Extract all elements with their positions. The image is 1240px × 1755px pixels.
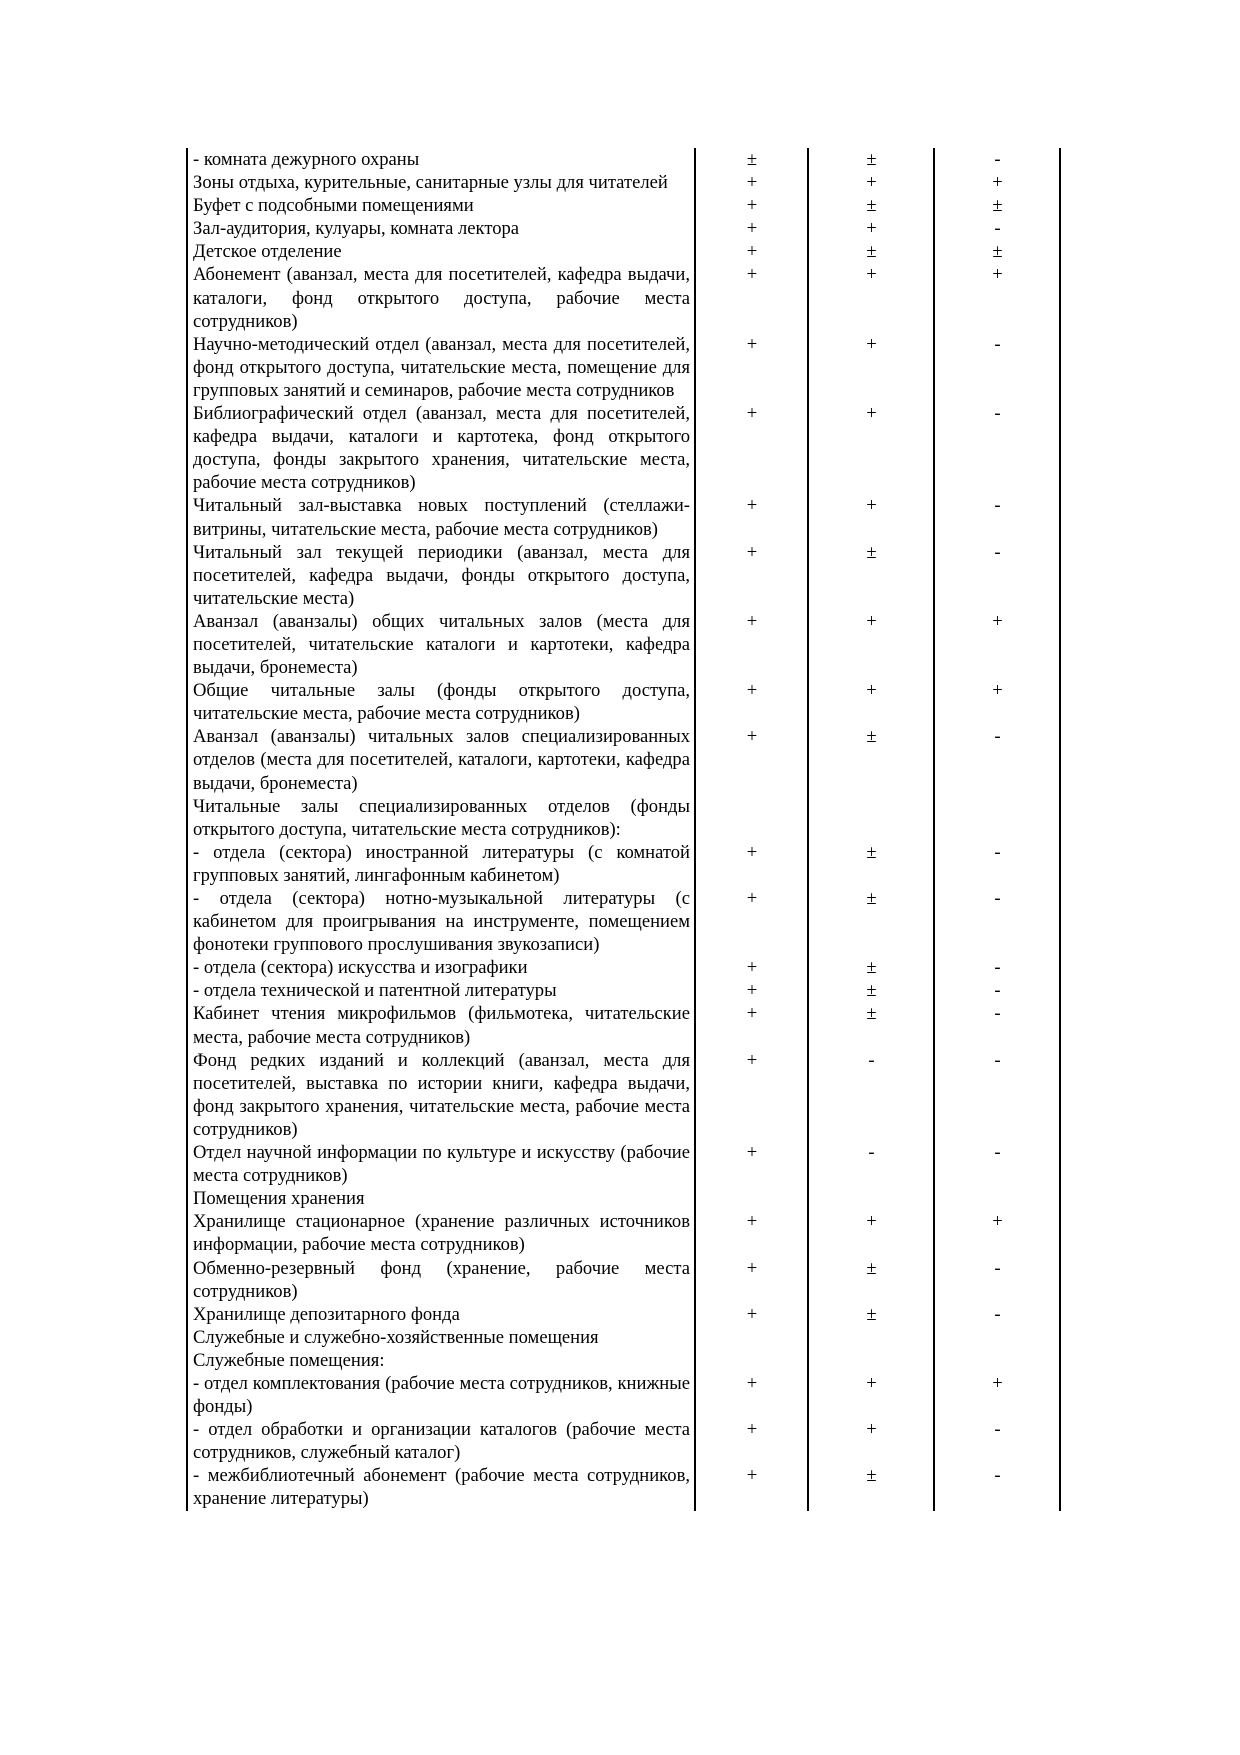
table-row bbox=[187, 610, 1060, 679]
mark-cell-col-1: + bbox=[695, 1049, 808, 1141]
room-name-cell: Хранилище стационарное (хранение различных источников информации, рабочие места сотрудников) bbox=[187, 1210, 695, 1256]
mark-cell-col-3: ± bbox=[934, 194, 1060, 217]
mark-cell-col-2: ± bbox=[808, 541, 934, 610]
mark-cell-col-2: ± bbox=[808, 240, 934, 263]
mark-cell-col-1: + bbox=[695, 1257, 808, 1303]
table-row bbox=[187, 887, 1060, 956]
room-name-cell: Кабинет чтения микрофильмов (фильмотека, читательские места, рабочие места сотрудников) bbox=[187, 1002, 695, 1048]
mark-cell-col-1: + bbox=[695, 887, 808, 956]
table-row bbox=[187, 333, 1060, 402]
mark-cell-col-1: + bbox=[695, 1418, 808, 1464]
mark-cell-col-1: + bbox=[695, 610, 808, 679]
mark-cell-col-3: - bbox=[934, 541, 1060, 610]
room-name-cell: Детское отделение bbox=[187, 240, 695, 263]
mark-cell-col-1: + bbox=[695, 333, 808, 402]
mark-cell-col-1: + bbox=[695, 217, 808, 240]
mark-cell-col-3: - bbox=[934, 887, 1060, 956]
room-name-cell: Библиографический отдел (аванзал, места для посетителей, кафедра выдачи, каталоги и картотека, фонд открытого доступа, фонды закрытого хранения, читательские места, рабочие места сотрудников) bbox=[187, 402, 695, 494]
room-name-cell: Читальный зал-выставка новых поступлений (стеллажи-витрины, читательские места, рабочие места сотрудников) bbox=[187, 494, 695, 540]
mark-cell-col-1: + bbox=[695, 979, 808, 1002]
room-name-cell: Служебные и служебно-хозяйственные помещения bbox=[187, 1326, 695, 1349]
mark-cell-col-2: - bbox=[808, 1049, 934, 1141]
mark-cell-col-1 bbox=[695, 1187, 808, 1210]
mark-cell-col-2: ± bbox=[808, 194, 934, 217]
table-row bbox=[187, 1187, 1060, 1210]
mark-cell-col-1: + bbox=[695, 171, 808, 194]
mark-cell-col-1: + bbox=[695, 541, 808, 610]
mark-cell-col-3: + bbox=[934, 1372, 1060, 1418]
table-row bbox=[187, 1326, 1060, 1349]
mark-cell-col-1: + bbox=[695, 240, 808, 263]
mark-cell-col-2: ± bbox=[808, 1303, 934, 1326]
room-name-cell: Фонд редких изданий и коллекций (аванзал, места для посетителей, выставка по истории книги, кафедра выдачи, фонд закрытого хранения, читательские места, рабочие места сотрудников) bbox=[187, 1049, 695, 1141]
room-name-cell: Научно-методический отдел (аванзал, места для посетителей, фонд открытого доступа, читательские места, помещение для групповых занятий и семинаров, рабочие места сотрудников bbox=[187, 333, 695, 402]
mark-cell-col-3: - bbox=[934, 1303, 1060, 1326]
mark-cell-col-1: + bbox=[695, 725, 808, 794]
room-name-cell: - отдела технической и патентной литературы bbox=[187, 979, 695, 1002]
table-row bbox=[187, 171, 1060, 194]
table-row bbox=[187, 956, 1060, 979]
room-name-cell: - отдел обработки и организации каталогов (рабочие места сотрудников, служебный каталог) bbox=[187, 1418, 695, 1464]
mark-cell-col-1 bbox=[695, 1349, 808, 1372]
mark-cell-col-1: + bbox=[695, 679, 808, 725]
mark-cell-col-3: - bbox=[934, 1418, 1060, 1464]
mark-cell-col-3: + bbox=[934, 1210, 1060, 1256]
mark-cell-col-3: - bbox=[934, 494, 1060, 540]
table-row bbox=[187, 979, 1060, 1002]
mark-cell-col-2: + bbox=[808, 494, 934, 540]
mark-cell-col-3 bbox=[934, 1326, 1060, 1349]
mark-cell-col-3: - bbox=[934, 979, 1060, 1002]
mark-cell-col-1: + bbox=[695, 956, 808, 979]
mark-cell-col-2: + bbox=[808, 679, 934, 725]
mark-cell-col-3: + bbox=[934, 171, 1060, 194]
room-name-cell: Зал-аудитория, кулуары, комната лектора bbox=[187, 217, 695, 240]
mark-cell-col-3: - bbox=[934, 956, 1060, 979]
mark-cell-col-2: ± bbox=[808, 979, 934, 1002]
room-name-cell: Обменно-резервный фонд (хранение, рабочие места сотрудников) bbox=[187, 1257, 695, 1303]
mark-cell-col-2: + bbox=[808, 610, 934, 679]
mark-cell-col-2: ± bbox=[808, 1464, 934, 1510]
table-row bbox=[187, 795, 1060, 841]
table-row bbox=[187, 1464, 1060, 1510]
mark-cell-col-3: - bbox=[934, 1464, 1060, 1510]
room-name-cell: Отдел научной информации по культуре и искусству (рабочие места сотрудников) bbox=[187, 1141, 695, 1187]
table-row bbox=[187, 1372, 1060, 1418]
table-row bbox=[187, 263, 1060, 332]
table-row bbox=[187, 217, 1060, 240]
room-name-cell: Читальный зал текущей периодики (аванзал, места для посетителей, кафедра выдачи, фонды открытого доступа, читательские места) bbox=[187, 541, 695, 610]
table-row bbox=[187, 1002, 1060, 1048]
mark-cell-col-2: - bbox=[808, 1141, 934, 1187]
mark-cell-col-2: + bbox=[808, 1210, 934, 1256]
table-row bbox=[187, 1257, 1060, 1303]
room-name-cell: Аванзал (аванзалы) читальных залов специализированных отделов (места для посетителей, каталоги, картотеки, кафедра выдачи, бронеместа) bbox=[187, 725, 695, 794]
room-name-cell: Аванзал (аванзалы) общих читальных залов (места для посетителей, читательские каталоги и картотеки, кафедра выдачи, бронеместа) bbox=[187, 610, 695, 679]
mark-cell-col-3: - bbox=[934, 217, 1060, 240]
mark-cell-col-2 bbox=[808, 1187, 934, 1210]
room-name-cell: - отдела (сектора) нотно-музыкальной литературы (с кабинетом для проигрывания на инструменте, помещением фонотеки группового прослушивания звукозаписи) bbox=[187, 887, 695, 956]
room-name-cell: - отдел комплектования (рабочие места сотрудников, книжные фонды) bbox=[187, 1372, 695, 1418]
mark-cell-col-2: + bbox=[808, 171, 934, 194]
mark-cell-col-3: - bbox=[934, 1141, 1060, 1187]
table-row bbox=[187, 541, 1060, 610]
mark-cell-col-2: ± bbox=[808, 1002, 934, 1048]
room-name-cell: - отдела (сектора) иностранной литературы (с комнатой групповых занятий, лингафонным кабинетом) bbox=[187, 841, 695, 887]
mark-cell-col-3 bbox=[934, 1187, 1060, 1210]
room-name-cell: Хранилище депозитарного фонда bbox=[187, 1303, 695, 1326]
table-row bbox=[187, 494, 1060, 540]
room-name-cell: - отдела (сектора) искусства и изографики bbox=[187, 956, 695, 979]
table-row bbox=[187, 402, 1060, 494]
mark-cell-col-3: - bbox=[934, 1257, 1060, 1303]
mark-cell-col-2 bbox=[808, 1326, 934, 1349]
mark-cell-col-2: ± bbox=[808, 1257, 934, 1303]
mark-cell-col-1 bbox=[695, 1326, 808, 1349]
mark-cell-col-3: - bbox=[934, 333, 1060, 402]
mark-cell-col-3: - bbox=[934, 725, 1060, 794]
mark-cell-col-2: + bbox=[808, 333, 934, 402]
mark-cell-col-1: + bbox=[695, 263, 808, 332]
table-row bbox=[187, 1303, 1060, 1326]
mark-cell-col-1: + bbox=[695, 494, 808, 540]
mark-cell-col-1: + bbox=[695, 1141, 808, 1187]
mark-cell-col-2 bbox=[808, 795, 934, 841]
room-name-cell: Зоны отдыха, курительные, санитарные узлы для читателей bbox=[187, 171, 695, 194]
mark-cell-col-2: ± bbox=[808, 725, 934, 794]
mark-cell-col-3: ± bbox=[934, 240, 1060, 263]
mark-cell-col-2: ± bbox=[808, 956, 934, 979]
table-row bbox=[187, 194, 1060, 217]
mark-cell-col-3: + bbox=[934, 610, 1060, 679]
mark-cell-col-3 bbox=[934, 1349, 1060, 1372]
mark-cell-col-1: + bbox=[695, 1002, 808, 1048]
mark-cell-col-1: + bbox=[695, 1464, 808, 1510]
room-name-cell: Читальные залы специализированных отделов (фонды открытого доступа, читательские места сотрудников): bbox=[187, 795, 695, 841]
mark-cell-col-2: ± bbox=[808, 841, 934, 887]
mark-cell-col-2: + bbox=[808, 402, 934, 494]
mark-cell-col-1: + bbox=[695, 1372, 808, 1418]
mark-cell-col-1: ± bbox=[695, 148, 808, 171]
mark-cell-col-3: + bbox=[934, 263, 1060, 332]
room-name-cell: Абонемент (аванзал, места для посетителей, кафедра выдачи, каталоги, фонд открытого доступа, рабочие места сотрудников) bbox=[187, 263, 695, 332]
room-name-cell: Служебные помещения: bbox=[187, 1349, 695, 1372]
mark-cell-col-1: + bbox=[695, 841, 808, 887]
table-row bbox=[187, 841, 1060, 887]
mark-cell-col-1: + bbox=[695, 1210, 808, 1256]
room-name-cell: Буфет с подсобными помещениями bbox=[187, 194, 695, 217]
mark-cell-col-2: ± bbox=[808, 148, 934, 171]
document-page bbox=[186, 148, 1061, 1511]
room-name-cell: Общие читальные залы (фонды открытого доступа, читательские места, рабочие места сотрудников) bbox=[187, 679, 695, 725]
table-row bbox=[187, 679, 1060, 725]
mark-cell-col-3: + bbox=[934, 679, 1060, 725]
mark-cell-col-1: + bbox=[695, 194, 808, 217]
mark-cell-col-3: - bbox=[934, 402, 1060, 494]
mark-cell-col-3 bbox=[934, 795, 1060, 841]
table-row bbox=[187, 1418, 1060, 1464]
room-name-cell: - межбиблиотечный абонемент (рабочие места сотрудников, хранение литературы) bbox=[187, 1464, 695, 1510]
table-row bbox=[187, 1141, 1060, 1187]
table-row bbox=[187, 1210, 1060, 1256]
table-row bbox=[187, 240, 1060, 263]
table-row bbox=[187, 725, 1060, 794]
mark-cell-col-2: + bbox=[808, 217, 934, 240]
mark-cell-col-3: - bbox=[934, 1049, 1060, 1141]
mark-cell-col-2: + bbox=[808, 1372, 934, 1418]
table-body bbox=[187, 148, 1060, 1511]
mark-cell-col-1: + bbox=[695, 1303, 808, 1326]
table-row bbox=[187, 1049, 1060, 1141]
mark-cell-col-2 bbox=[808, 1349, 934, 1372]
mark-cell-col-1: + bbox=[695, 402, 808, 494]
table-row bbox=[187, 1349, 1060, 1372]
room-name-cell: - комната дежурного охраны bbox=[187, 148, 695, 171]
mark-cell-col-3: - bbox=[934, 841, 1060, 887]
table-row bbox=[187, 148, 1060, 171]
mark-cell-col-2: ± bbox=[808, 887, 934, 956]
mark-cell-col-1 bbox=[695, 795, 808, 841]
mark-cell-col-3: - bbox=[934, 148, 1060, 171]
mark-cell-col-2: + bbox=[808, 263, 934, 332]
requirements-table bbox=[186, 148, 1061, 1511]
room-name-cell: Помещения хранения bbox=[187, 1187, 695, 1210]
mark-cell-col-2: + bbox=[808, 1418, 934, 1464]
mark-cell-col-3: - bbox=[934, 1002, 1060, 1048]
